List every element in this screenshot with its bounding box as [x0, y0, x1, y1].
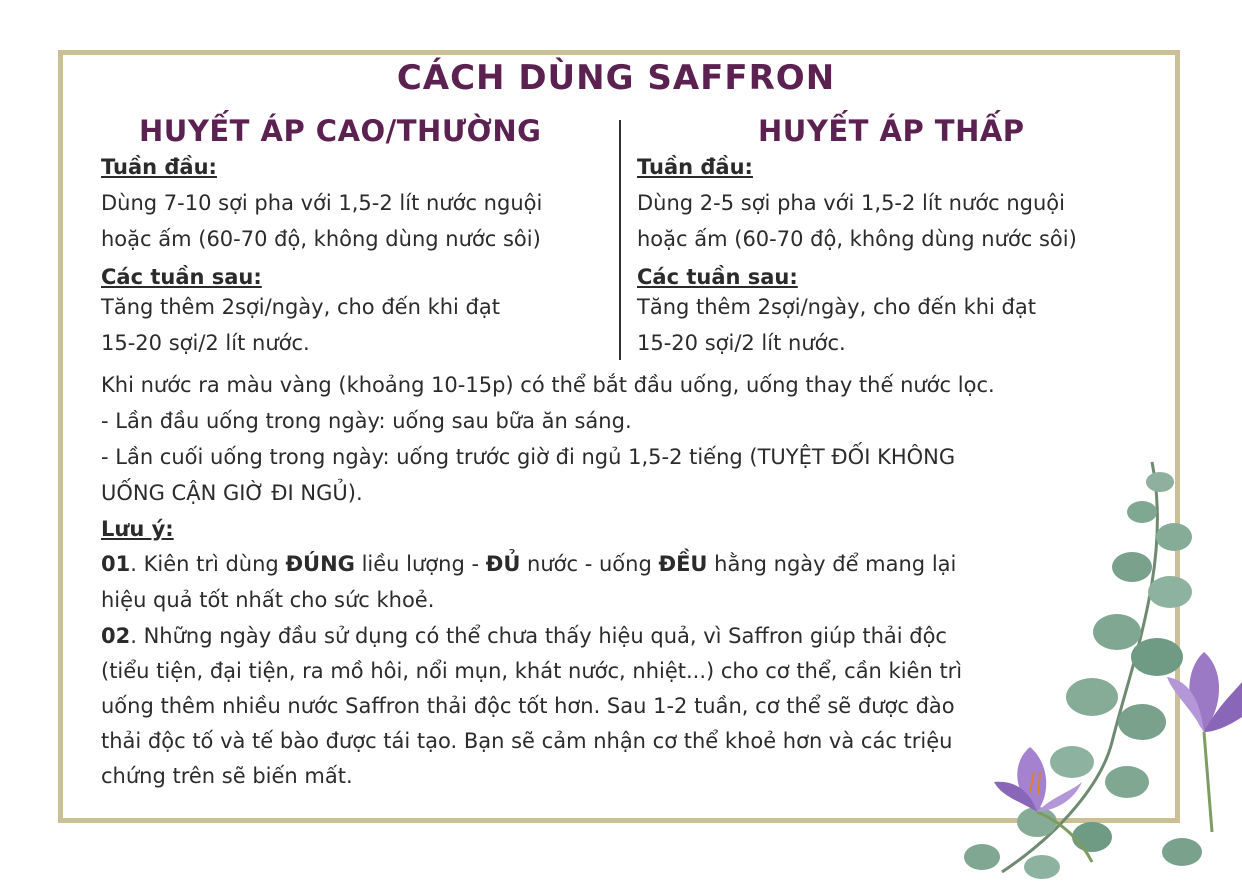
note-1-line-2: hiệu quả tốt nhất cho sức khoẻ.	[101, 588, 435, 612]
note-1-text-g: hằng ngày để mang lại	[707, 552, 957, 576]
note-1-number: 01	[101, 552, 131, 576]
general-line-2: - Lần đầu uống trong ngày: uống sau bữa ăn sáng.	[101, 409, 632, 433]
left-week1-label: Tuần đầu:	[101, 155, 217, 179]
note-1-text-e: nước - uống	[520, 552, 659, 576]
note-2-line-3: uống thêm nhiều nước Saffron thải độc tốt hơn. Sau 1-2 tuần, cơ thể sẽ được đào	[101, 694, 955, 718]
right-later-line2: 15-20 sợi/2 lít nước.	[637, 331, 846, 355]
general-line-3: - Lần cuối uống trong ngày: uống trước giờ đi ngủ 1,5-2 tiếng (TUYỆT ĐỐI KHÔNG	[101, 445, 956, 469]
left-week1-line2: hoặc ấm (60-70 độ, không dùng nước sôi)	[101, 227, 541, 251]
note-2-number: 02	[101, 624, 131, 648]
note-1-emphasis-correct: ĐÚNG	[285, 552, 355, 576]
floral-decoration-illustration	[942, 442, 1242, 882]
left-column-heading: HUYẾT ÁP CAO/THƯỜNG	[139, 114, 542, 148]
note-2-line-4: thải độc tố và tế bào được tái tạo. Bạn sẽ cảm nhận cơ thể khoẻ hơn và các triệu	[101, 729, 953, 753]
note-1-line-1	[101, 546, 956, 582]
eucalyptus-stem-icon	[964, 462, 1202, 879]
note-1-text-a: . Kiên trì dùng	[130, 552, 286, 576]
column-divider	[619, 120, 621, 360]
right-week1-label: Tuần đầu:	[637, 155, 753, 179]
general-line-1: Khi nước ra màu vàng (khoảng 10-15p) có thể bắt đầu uống, uống thay thế nước lọc.	[101, 373, 995, 397]
note-2-line-5: chứng trên sẽ biến mất.	[101, 764, 353, 788]
note-1-emphasis-regular: ĐỀU	[658, 552, 708, 576]
left-later-line2: 15-20 sợi/2 lít nước.	[101, 331, 310, 355]
note-1-text-c: liều lượng -	[354, 552, 486, 576]
note-1-emphasis-enough: ĐỦ	[485, 552, 521, 576]
note-2-line-1	[101, 618, 947, 654]
right-week1-line1: Dùng 2-5 sợi pha với 1,5-2 lít nước nguội	[637, 191, 1065, 215]
general-line-4: UỐNG CẬN GIỜ ĐI NGỦ).	[101, 481, 363, 505]
note-2-line-2: (tiểu tiện, đại tiện, ra mồ hôi, nổi mụn, khát nước, nhiệt...) cho cơ thể, cần kiên trì	[101, 659, 963, 683]
note-2-text-a: . Những ngày đầu sử dụng có thể chưa thấy hiệu quả, vì Saffron giúp thải độc	[130, 624, 947, 648]
left-later-label: Các tuần sau:	[101, 265, 262, 289]
left-week1-line1: Dùng 7-10 sợi pha với 1,5-2 lít nước nguội	[101, 191, 543, 215]
page-title: CÁCH DÙNG SAFFRON	[396, 58, 836, 98]
right-week1-line2: hoặc ấm (60-70 độ, không dùng nước sôi)	[637, 227, 1077, 251]
right-column-heading: HUYẾT ÁP THẤP	[758, 114, 1025, 148]
left-later-line1: Tăng thêm 2sợi/ngày, cho đến khi đạt	[101, 295, 500, 319]
right-later-line1: Tăng thêm 2sợi/ngày, cho đến khi đạt	[637, 295, 1036, 319]
notes-label: Lưu ý:	[101, 517, 174, 541]
right-later-label: Các tuần sau:	[637, 265, 798, 289]
